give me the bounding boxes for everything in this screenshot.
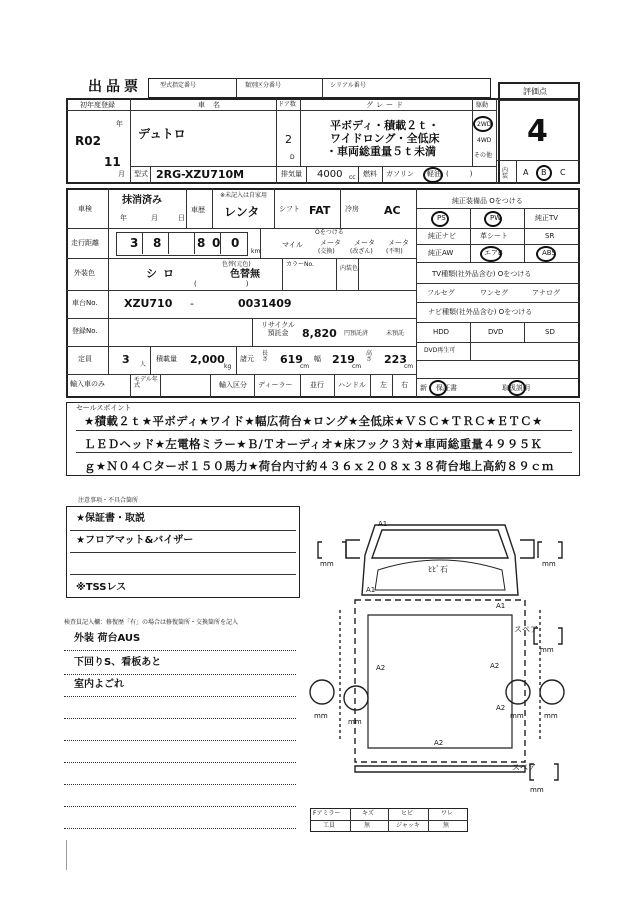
navi-type-label: ナビ種類(社外品含む) Oをつける [428, 308, 533, 316]
legend-header-3: ヒビ [401, 810, 414, 817]
legend-header-4: ワレ [441, 810, 454, 817]
dims-label: 諸元 [240, 355, 254, 363]
mm-label-1: mm [320, 560, 334, 568]
ac-label: 冷房 [345, 205, 359, 213]
length-label: 長さ [262, 350, 269, 363]
capacity-label: 定員 [78, 355, 92, 363]
factory-abs-circle [536, 246, 556, 262]
score-value: 4 [527, 114, 548, 149]
manual-label: 取扱説明 [502, 384, 530, 392]
inspector-line-3: 室内よごれ [74, 679, 124, 690]
mm-label-4: mm [314, 712, 328, 720]
header-strip [148, 78, 491, 98]
width-value: 219 [332, 353, 355, 366]
grade-line-1: 平ボディ・積載２ｔ・ [330, 119, 440, 132]
warranty-label: 保証書 [436, 384, 457, 392]
grade-line-2: ワイドロング・全低床 [330, 132, 440, 145]
sales-point-line-2: ＬＥＤヘッド★左電格ミラー★Ｂ/Ｔオーディオ★床フック３対★車両総重量４９９５Ｋ [84, 437, 543, 451]
tv-oneseg: ワンセグ [480, 289, 508, 297]
factory-leather: 革シート [480, 232, 508, 240]
spare-label-bottom: スペア [512, 763, 536, 772]
interior-grade-c: C [560, 168, 566, 177]
car-name-label: 車名 [198, 101, 228, 109]
import-class-label: 輸入区分 [219, 381, 247, 389]
fuel-label: 燃料 [363, 170, 377, 178]
diagram-label-a2-right: A2 [490, 662, 500, 670]
spare-label-top: スペア [514, 625, 538, 634]
page-title: 出品票 [88, 79, 142, 95]
grade-line-3: ・車両総重量５ｔ未満 [326, 145, 436, 158]
type-number-label: 型式指定番号 [160, 82, 197, 89]
import-dealer: ディーラー [258, 381, 293, 389]
navi-dvd: DVD [488, 328, 504, 336]
shift-label: シフト [279, 205, 300, 213]
diagram-label-chip: ﾋﾋﾞ石 [428, 565, 448, 574]
diagram-label-a1-left: A1 [366, 586, 376, 594]
factory-pw-circle [484, 211, 502, 227]
fuel-gasoline: ガソリン [386, 170, 414, 178]
mm-label-8: mm [530, 786, 544, 794]
doors-label: ドア数 [278, 101, 296, 108]
tv-fullseg: フルセグ [427, 289, 455, 297]
factory-ps-circle [431, 211, 449, 227]
tv-analog: アナログ [532, 289, 560, 297]
fuel-diesel: 軽油 [427, 170, 441, 178]
mm-label-7: mm [544, 712, 558, 720]
history-note: ※未記入は自家用 [220, 192, 268, 199]
legend-value-1: 工員 [323, 822, 336, 829]
inspection-value: 抹消済み [122, 195, 162, 206]
width-label: 幅 [314, 355, 321, 363]
model-label: 型式 [134, 170, 148, 178]
length-value: 619 [280, 353, 303, 366]
first-registration-label: 初年度登録 [80, 101, 115, 109]
color-change-value: 色替無 [230, 269, 260, 280]
history-label: 車歴 [191, 206, 205, 214]
factory-pw: PW [490, 214, 502, 222]
warranty-circle [429, 380, 447, 396]
navi-hdd: HDD [433, 328, 450, 336]
mileage-digit-4: 0 [212, 236, 221, 250]
factory-airbag-circle [480, 246, 502, 262]
truck-diagram [300, 500, 580, 810]
height-label: 高さ [366, 350, 373, 363]
tv-type-label: TV種類(社外品含む) Oをつける [432, 270, 532, 278]
chassis-label: 車台No. [72, 299, 98, 307]
factory-abs: ABS [542, 249, 556, 257]
exterior-color-label: 外装色 [74, 269, 95, 277]
class-number-label: 類別区分番号 [245, 82, 282, 89]
drive-4wd: 4WD [477, 137, 492, 144]
mile-option-mile: マイル [282, 241, 303, 249]
sales-point-line-1: ★積載２ｔ★平ボディ★ワイド★幅広荷台★ロング★全低床★ＶＳＣ★ＴＲＣ★ＥＴＣ★ [84, 414, 543, 428]
history-value: レンタ [224, 205, 260, 219]
legend-header-1: Fアミラー [313, 810, 341, 817]
diagram-label-a2-left: A2 [376, 664, 386, 672]
drive-other: その他 [474, 152, 493, 159]
mm-label-3: mm [540, 646, 554, 654]
chassis-number: 0031409 [238, 297, 292, 310]
mm-label-2: mm [542, 560, 556, 568]
interior-grade-a: A [523, 168, 529, 177]
model-year-label: モデル年式 [134, 376, 158, 389]
interior-color-label: 内装色 [340, 265, 359, 272]
diagram-label-a2-rear: A2 [496, 704, 506, 712]
new-label: 新 [420, 384, 427, 392]
mm-label-5: mm [348, 718, 362, 726]
diagram-label-a1-right: A1 [496, 602, 506, 610]
shift-value: FAT [309, 204, 331, 217]
factory-tv: 純正TV [535, 214, 559, 222]
note-line-2: ★フロアマット&バイザー [76, 535, 194, 546]
chassis-model: XZU710 [124, 297, 173, 310]
manual-circle [508, 380, 526, 396]
exterior-color-value: シロ [146, 267, 180, 280]
mileage-digit-2: 8 [153, 236, 162, 250]
sales-point-line-3: ｇ★Ｎ０４Ｃターボ１５０馬力★荷台内寸約４３６ｘ２０８ｘ３８荷台地上高約８９ｃｍ [84, 459, 554, 473]
handle-left: 左 [380, 381, 387, 389]
serial-number-label: シリアル番号 [330, 82, 366, 89]
registration-year: R02 [75, 134, 101, 148]
legend-value-2: 無 [364, 822, 371, 829]
handle-label: ハンドル [338, 381, 366, 389]
mileage-digit-3: 8 [197, 236, 206, 250]
mileage-label: 走行距離 [71, 239, 99, 247]
drive-2wd: 2WD [477, 121, 492, 128]
model-value: 2RG-XZU710M [156, 168, 245, 181]
color-number-label: カラーNo. [286, 261, 314, 268]
ac-value: AC [384, 204, 401, 217]
doors-value: 2 [285, 133, 292, 146]
mileage-digit-5: 0 [231, 236, 240, 250]
mileage-mark-label: Oをつける [315, 229, 344, 236]
height-value: 223 [384, 353, 407, 366]
inspector-line-2: 下回りS、看板あと [74, 657, 162, 668]
mileage-digit-1: 3 [130, 236, 139, 250]
mile-option-tampered: メータ [354, 239, 375, 247]
mm-label-6: mm [510, 712, 524, 720]
factory-ps: PS [437, 214, 446, 222]
fuel-diesel-circle [423, 167, 443, 183]
mile-option-exchanged: メータ [320, 239, 341, 247]
interior-grade-b-circle [536, 165, 552, 181]
navi-dvd-playable: DVD再生可 [424, 347, 456, 354]
inspector-label: 検査員記入欄：修復歴「有」の場合は修復箇所・交換箇所を記入 [64, 619, 239, 626]
payload-value: 2,000 [190, 353, 225, 366]
factory-navi: 純正ナビ [428, 232, 456, 240]
notes-label: 注意事項・不具合箇所 [78, 497, 139, 504]
recycle-value: 8,820 [302, 327, 337, 340]
legend-value-4: 無 [443, 822, 450, 829]
displacement-value: 4000 [317, 169, 343, 180]
note-line-1: ★保証書・取説 [76, 513, 145, 524]
inspector-line-1: 外装 荷台AUS [74, 633, 141, 644]
displacement-label: 排気量 [281, 170, 302, 178]
note-line-4: ※TSSレス [76, 582, 127, 593]
registration-month: 11 [104, 155, 121, 169]
score-label: 評価点 [523, 87, 547, 96]
grade-label: グレード [366, 101, 406, 109]
color-change-label: 色替(元色) [222, 261, 251, 268]
capacity-value: 3 [122, 353, 130, 366]
mile-option-unknown: メータ [388, 239, 409, 247]
drive-2wd-circle [473, 116, 493, 132]
inspection-label: 車検 [78, 205, 92, 213]
import-parallel: 並行 [310, 381, 324, 389]
diagram-label-a1-top: A1 [378, 520, 388, 528]
factory-sr: SR [545, 232, 555, 240]
handle-right: 右 [401, 381, 408, 389]
registration-number-label: 登録No. [72, 327, 98, 335]
interior-label: 内装 [502, 167, 509, 180]
recycle-label: リサイクル預託金 [260, 321, 296, 337]
car-name: デュトロ [138, 127, 186, 141]
sales-points-label: セールスポイント [76, 404, 132, 412]
legend-header-2: キズ [362, 810, 374, 817]
import-only-label: 輸入車のみ [70, 380, 105, 388]
drive-label: 駆動 [476, 102, 489, 109]
legend-value-3: ジャッキ [396, 822, 420, 829]
payload-label: 積載量 [156, 355, 177, 363]
diagram-label-a2-bottom: A2 [434, 739, 444, 747]
factory-equipment-label: 純正装備品 Oをつける [452, 197, 523, 205]
interior-grade-b: B [541, 168, 547, 177]
factory-airbag: エアB [484, 249, 503, 257]
factory-aw: 純正AW [428, 249, 454, 257]
navi-sd: SD [545, 328, 555, 336]
